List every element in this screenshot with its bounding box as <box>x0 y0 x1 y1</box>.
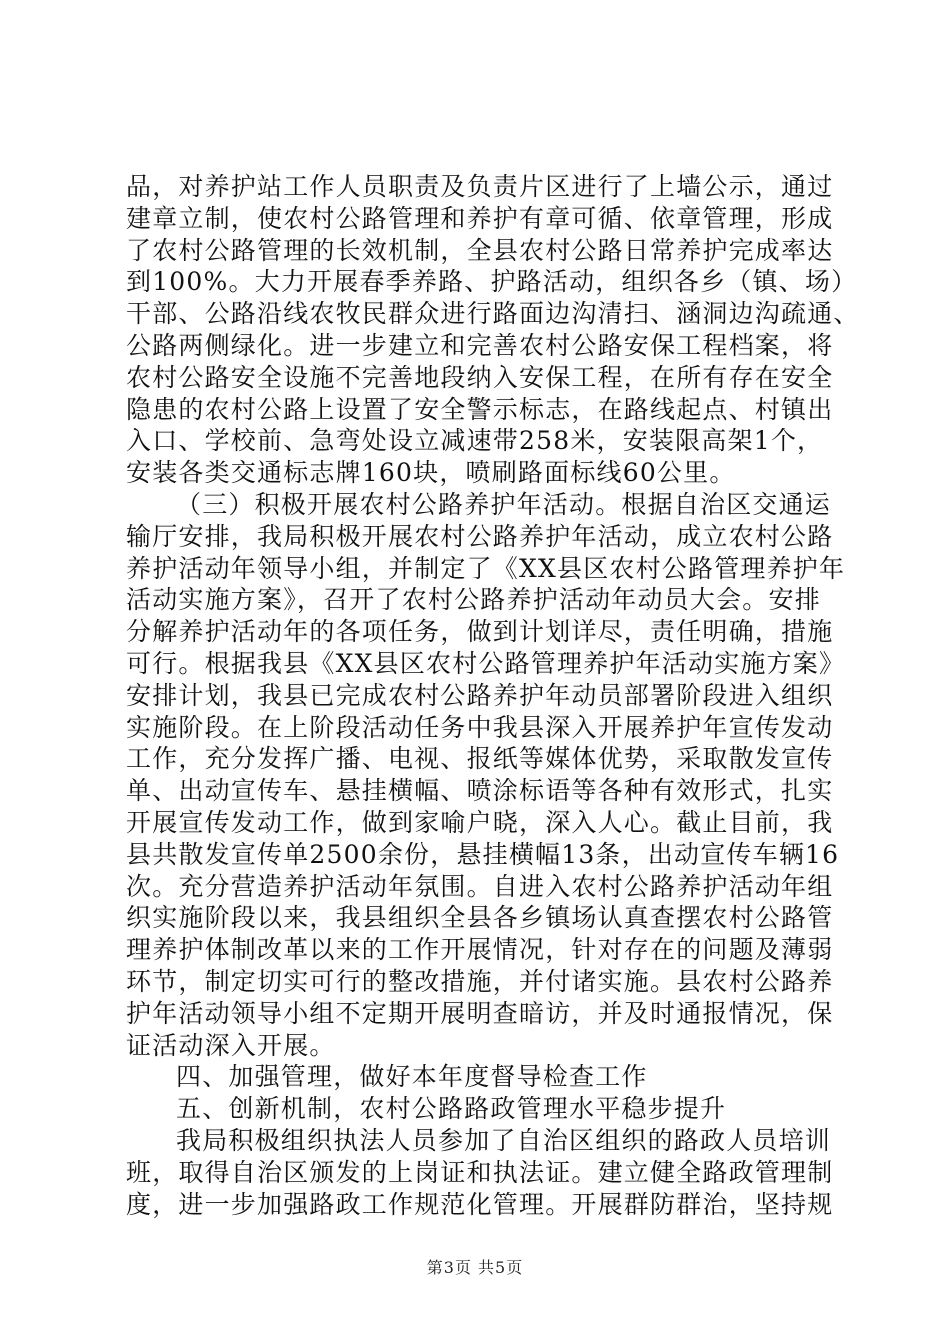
paragraph <box>126 1061 836 1093</box>
text-line: 班，取得自治区颁发的上岗证和执法证。建立健全路政管理制 <box>126 1157 834 1187</box>
text-line: 开展宣传发动工作，做到家喻户晓，深入人心。截止目前，我 <box>126 807 834 837</box>
text-line: 次。充分营造养护活动年氛围。自进入农村公路养护活动年组 <box>126 871 834 901</box>
text-line: 农村公路安全设施不完善地段纳入安保工程，在所有存在安全 <box>126 362 834 392</box>
text-line: 建章立制，使农村公路管理和养护有章可循、依章管理，形成 <box>126 203 834 233</box>
text-line: 工作，充分发挥广播、电视、报纸等媒体优势，采取散发宣传 <box>126 744 834 774</box>
text-line: 到100%。大力开展春季养路、护路活动，组织各乡（镇、场） <box>126 267 858 297</box>
text-line: 织实施阶段以来，我县组织全县各乡镇场认真查摆农村公路管 <box>126 903 834 933</box>
paragraph <box>126 171 860 489</box>
text-line: 养护活动年领导小组，并制定了《XX县区农村公路管理养护年 <box>126 553 846 583</box>
body-text <box>126 171 860 1220</box>
text-line: 干部、公路沿线农牧民群众进行路面边沟清扫、涵洞边沟疏通、 <box>126 299 860 329</box>
paragraph <box>126 489 846 1061</box>
text-line: 隐患的农村公路上设置了安全警示标志，在路线起点、村镇出 <box>126 394 834 424</box>
paragraph <box>126 1125 836 1220</box>
text-line: 证活动深入开展。 <box>126 1030 336 1060</box>
text-line: 四、加强管理，做好本年度督导检查工作 <box>176 1062 648 1092</box>
text-line: （三）积极开展农村公路养护年活动。根据自治区交通运 <box>176 489 832 519</box>
text-line: 五、创新机制，农村公路路政管理水平稳步提升 <box>176 1094 727 1124</box>
text-line: 入口、学校前、急弯处设立减速带258米，安装限高架1个， <box>126 426 824 456</box>
text-line: 理养护体制改革以来的工作开展情况，针对存在的问题及薄弱 <box>126 935 834 965</box>
text-line: 度，进一步加强路政工作规范化管理。开展群防群治，坚持规 <box>126 1189 834 1219</box>
text-line: 安排计划，我县已完成农村公路养护年动员部署阶段进入组织 <box>126 680 834 710</box>
text-line: 活动实施方案》，召开了农村公路养护活动年动员大会。安排 <box>126 585 821 615</box>
text-line: 输厅安排，我局积极开展农村公路养护年活动，成立农村公路 <box>126 521 834 551</box>
text-line: 品，对养护站工作人员职责及负责片区进行了上墙公示，通过 <box>126 172 834 201</box>
text-line: 了农村公路管理的长效机制，全县农村公路日常养护完成率达 <box>126 235 834 265</box>
text-line: 环节，制定切实可行的整改措施，并付诸实施。县农村公路养 <box>126 966 834 996</box>
page-footer: 第3页 共5页 <box>426 1258 524 1277</box>
text-line: 分解养护活动年的各项任务，做到计划详尽，责任明确，措施 <box>126 617 834 647</box>
text-line: 护年活动领导小组不定期开展明查暗访，并及时通报情况，保 <box>126 998 834 1028</box>
paragraph <box>126 1093 836 1125</box>
text-line: 公路两侧绿化。进一步建立和完善农村公路安保工程档案，将 <box>126 330 834 360</box>
text-line: 我局积极组织执法人员参加了自治区组织的路政人员培训 <box>176 1125 832 1155</box>
text-line: 县共散发宣传单2500余份，悬挂横幅13条，出动宣传车辆16 <box>126 839 840 869</box>
text-line: 单、出动宣传车、悬挂横幅、喷涂标语等各种有效形式，扎实 <box>126 776 834 806</box>
text-line: 实施阶段。在上阶段活动任务中我县深入开展养护年宣传发动 <box>126 712 834 742</box>
text-line: 可行。根据我县《XX县区农村公路管理养护年活动实施方案》 <box>126 648 846 678</box>
text-line: 安装各类交通标志牌160块，喷刷路面标线60公里。 <box>126 458 736 488</box>
